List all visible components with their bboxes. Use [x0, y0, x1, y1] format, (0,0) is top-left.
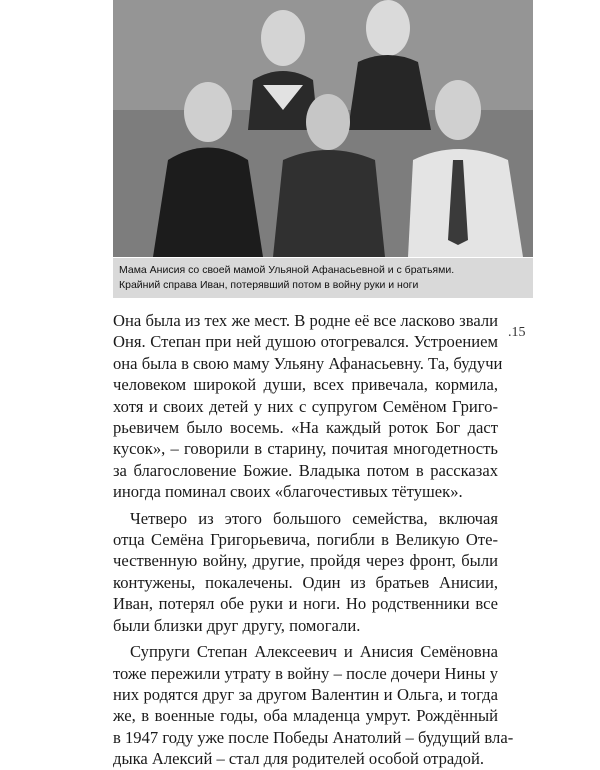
text-line: хотя и своих детей у них с супругом Семёном Григо-	[113, 396, 498, 416]
text-line: были близки друг другу, помогали.	[113, 615, 361, 635]
body-text	[113, 310, 514, 770]
page-number: .15	[508, 325, 526, 340]
caption-line: Мама Анисия со своей мамой Ульяной Афанасьевной и с братьями.	[119, 264, 455, 276]
text-line: рьевичем было восемь. «На каждый роток Бог даст	[113, 418, 498, 438]
text-line: тоже пережили утрату в войну – после дочери Нины у	[113, 663, 498, 683]
caption-line: Крайний справа Иван, потерявший потом в войну руки и ноги	[119, 279, 419, 291]
text-line: контужены, покалечены. Один из братьев Анисии,	[113, 572, 498, 592]
text-line: кусок», – говорили в старину, почитая многодетность	[113, 439, 498, 459]
text-line: Оня. Степан при ней душою отогревался. Устроением	[113, 332, 498, 352]
photo-caption	[113, 258, 533, 298]
family-photo	[113, 0, 533, 257]
text-line: Супруги Степан Алексеевич и Анисия Семёновна	[130, 642, 498, 662]
text-line: дыка Алексий – стал для родителей особой отрадой.	[113, 749, 485, 769]
text-line: них родятся друг за другом Валентин и Ольга, и тогда	[113, 684, 498, 704]
text-line: отца Семёна Григорьевича, погибли в Великую Оте-	[113, 530, 498, 550]
text-line: Иван, потерял обе руки и ноги. Но родственники все	[113, 594, 498, 614]
paragraph	[113, 641, 514, 769]
paragraph	[113, 310, 503, 503]
text-line: чественную войну, другие, пройдя через фронт, были	[113, 551, 498, 571]
text-line: Она была из тех же мест. В родне её все ласково звали	[113, 311, 498, 330]
text-line: иногда поминал своих «благочестивых тётушек».	[113, 482, 463, 502]
paragraph	[113, 508, 498, 636]
text-line: за благословение Божие. Владыка потом в рассказах	[113, 460, 498, 480]
text-line: она была в свою маму Ульяну Афанасьевну. Та, будучи	[113, 353, 503, 373]
family-photo-image	[113, 0, 533, 257]
text-line: в 1947 году уже после Победы Анатолий – будущий вла-	[113, 727, 514, 747]
text-line: человеком широкой души, всех привечала, кормила,	[113, 375, 498, 395]
text-line: Четверо из этого большого семейства, включая	[130, 508, 498, 528]
text-line: же, в военные годы, оба младенца умрут. Рождённый	[113, 706, 498, 726]
